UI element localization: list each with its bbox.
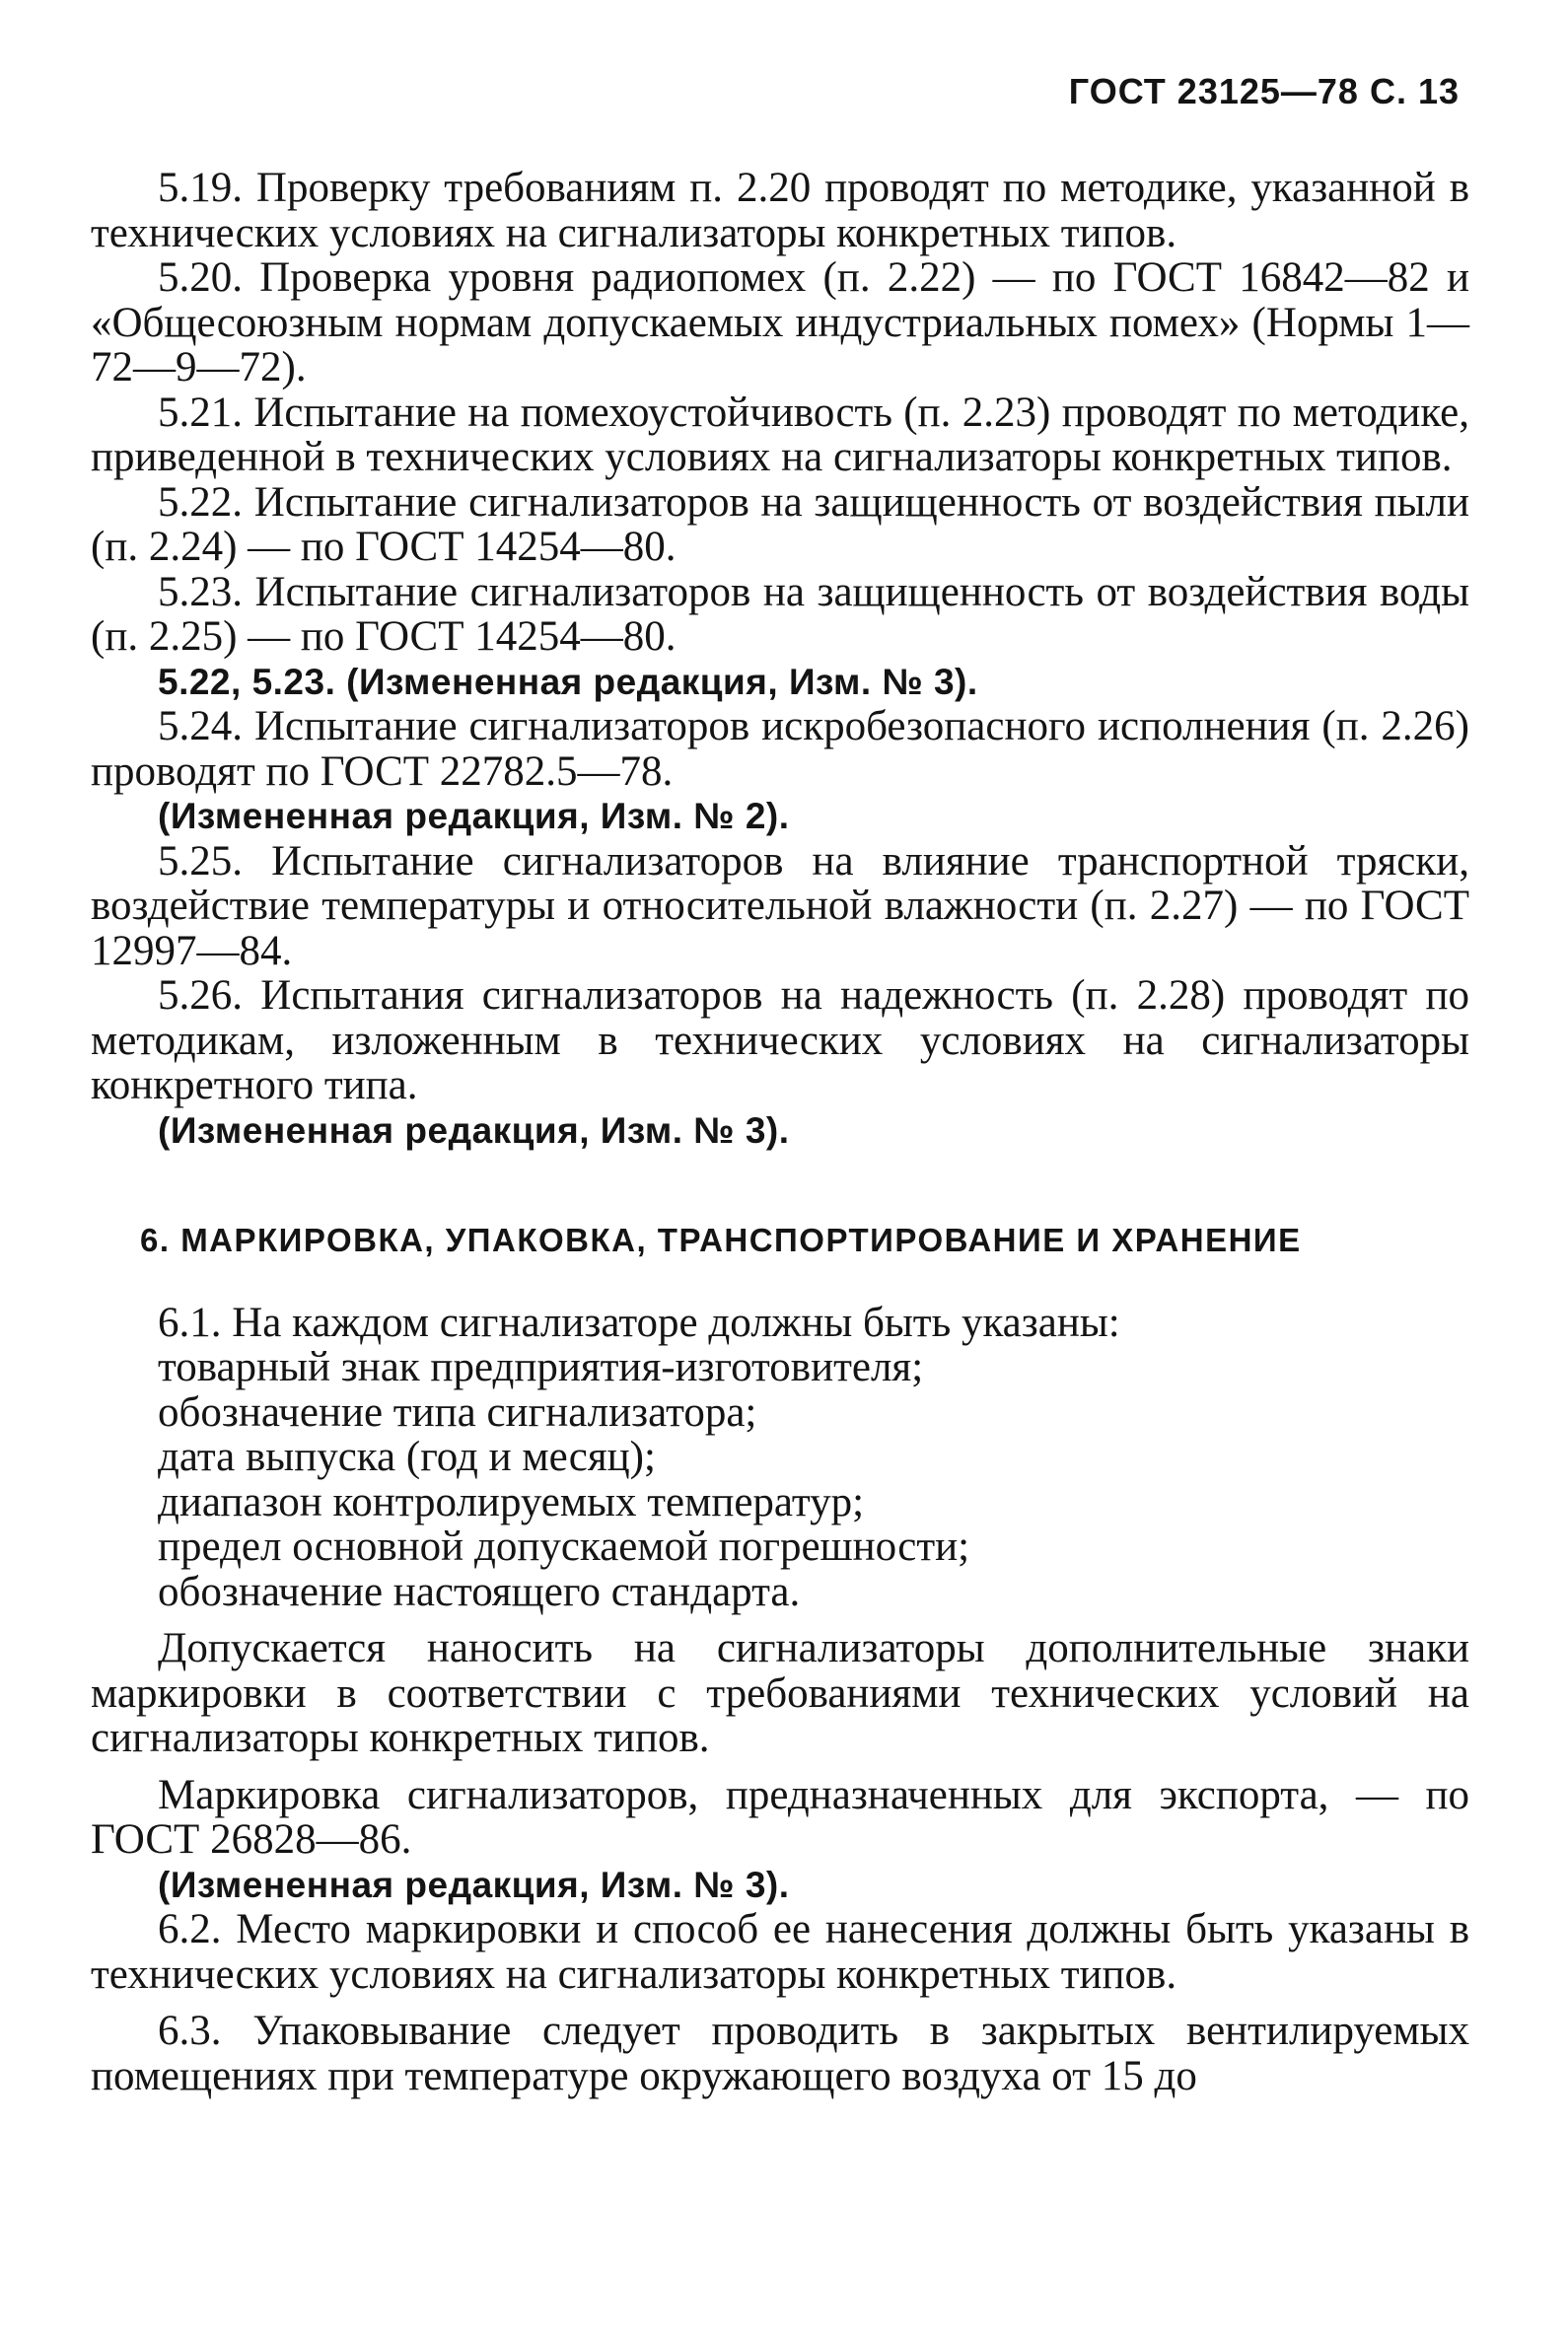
- clause-5-22: 5.22. Испытание сигнализаторов на защищенность от воздействия пыли (п. 2.24) — по ГОСТ 14254—80.: [91, 478, 1469, 570]
- list-item: предел основной допускаемой погрешности;: [158, 1523, 970, 1570]
- list-item: товарный знак предприятия-изготовителя;: [158, 1344, 924, 1390]
- paragraph-additional-marks: Допускается наносить на сигнализаторы дополнительные знаки маркировки в соответствии с требованиями технических условий на сигнализаторы конкретных типов.: [91, 1625, 1469, 1761]
- marking-list: [91, 1345, 1469, 1614]
- clause-5-23: 5.23. Испытание сигнализаторов на защищенность от воздействия воды (п. 2.25) — по ГОСТ 14254—80.: [91, 568, 1469, 660]
- amendment-note: (Измененная редакция, Изм. № 3).: [158, 1864, 790, 1905]
- clause-5-25: 5.25. Испытание сигнализаторов на влияние транспортной тряски, воздействие температуры и относительной влажности (п. 2.27) — по ГОСТ 12997—84.: [91, 837, 1469, 974]
- clause-5-24: 5.24. Испытание сигнализаторов искробезопасного исполнения (п. 2.26) проводят по ГОСТ 22782.5—78.: [91, 703, 1469, 795]
- clause-6-3: 6.3. Упаковывание следует проводить в закрытых вентилируемых помещениях при температуре окружающего воздуха от 15 до: [91, 2008, 1469, 2099]
- amendment-note: 5.22, 5.23. (Измененная редакция, Изм. № 3).: [158, 661, 978, 702]
- clause-5-19: 5.19. Проверку требованиям п. 2.20 проводят по методике, указанной в технических условиях на сигнализаторы конкретных типов.: [91, 165, 1469, 256]
- running-head: ГОСТ 23125—78 С. 13: [1068, 71, 1460, 111]
- list-item: обозначение типа сигнализатора;: [158, 1388, 757, 1436]
- list-item: обозначение настоящего стандарта.: [158, 1568, 801, 1615]
- amendment-note: (Измененная редакция, Изм. № 2).: [158, 796, 790, 836]
- list-item: дата выпуска (год и месяц);: [158, 1434, 656, 1480]
- section-title: 6. МАРКИРОВКА, УПАКОВКА, ТРАНСПОРТИРОВАНИЕ И ХРАНЕНИЕ: [140, 1222, 1302, 1258]
- clause-6-2: 6.2. Место маркировки и способ ее нанесения должны быть указаны в технических условиях на сигнализаторы конкретных типов.: [91, 1906, 1469, 1998]
- clause-5-20: 5.20. Проверка уровня радиопомех (п. 2.22) — по ГОСТ 16842—82 и «Общесоюзным нормам допускаемых индустриальных помех» (Нормы 1—72—9—72).: [91, 254, 1469, 390]
- clause-5-21: 5.21. Испытание на помехоустойчивость (п. 2.23) проводят по методике, приведенной в технических условиях на сигнализаторы конкретных типов.: [91, 389, 1469, 480]
- list-item: диапазон контролируемых температур;: [158, 1478, 865, 1525]
- document-body: [91, 166, 1469, 2098]
- amendment-note: (Измененная редакция, Изм. № 3).: [158, 1109, 790, 1151]
- paragraph-export-marking: Маркировка сигнализаторов, предназначенных для экспорта, — по ГОСТ 26828—86.: [91, 1771, 1469, 1863]
- clause-5-26: 5.26. Испытания сигнализаторов на надежность (п. 2.28) проводят по методикам, изложенным в технических условиях на сигнализаторы конкретного типа.: [91, 972, 1469, 1108]
- clause-6-1: 6.1. На каждом сигнализаторе должны быть указаны:: [158, 1299, 1120, 1346]
